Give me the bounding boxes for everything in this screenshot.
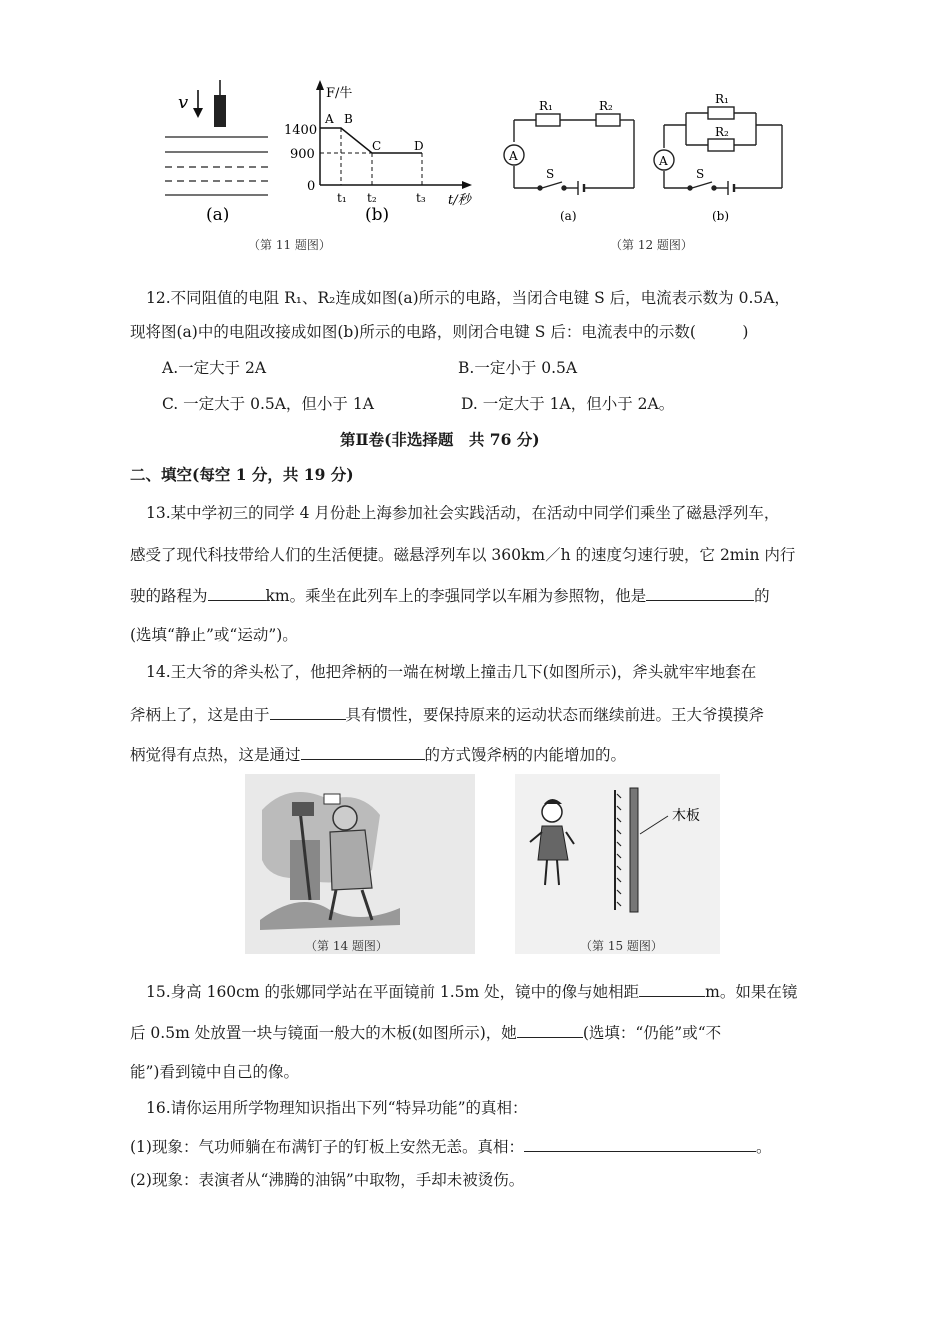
q13-line2: 感受了现代科技带给人们的生活便捷。磁悬浮列车以 360km／h 的速度匀速行驶，它 2min 内行 — [130, 546, 796, 564]
q13-line3: 驶的路程为 km。乘坐在此列车上的李强同学以车厢为参照物，他是 的 — [130, 584, 770, 607]
q13-line4: (选填“静止”或“运动”)。 — [130, 626, 298, 644]
svg-text:A: A — [325, 112, 334, 126]
q13-blank-state[interactable] — [646, 584, 754, 601]
q12-option-b: B.一定小于 0.5A — [458, 359, 578, 377]
fig12b-circuit — [654, 107, 782, 195]
svg-text:1400: 1400 — [284, 123, 318, 138]
q16-line1: 16.请你运用所学物理知识指出下列“特异功能”的真相： — [146, 1099, 528, 1117]
svg-text:D: D — [414, 139, 424, 153]
fig11a-diagram — [165, 80, 268, 225]
fig15-board-label: 木板 — [672, 808, 700, 824]
fig11a-label: (a) — [206, 205, 230, 225]
svg-text:R₂: R₂ — [715, 125, 729, 139]
svg-text:0: 0 — [307, 179, 316, 194]
q15-line1: 15.身高 160cm 的张娜同学站在平面镜前 1.5m 处，镜中的像与她相距 m。如果在镜 — [146, 980, 797, 1003]
svg-text:C: C — [372, 139, 382, 153]
q12-option-c: C. 一定大于 0.5A，但小于 1A — [162, 395, 374, 413]
q12-line2: 现将图(a)中的电阻改接成如图(b)所示的电路，则闭合电键 S 后：电流表中的示数( ) — [130, 323, 749, 341]
svg-text:R₂: R₂ — [599, 99, 613, 113]
svg-text:R₁: R₁ — [539, 99, 553, 113]
svg-text:(b): (b) — [712, 209, 730, 223]
q16-item1: (1)现象：气功师躺在布满钉子的钉板上安然无恙。真相： 。 — [130, 1135, 771, 1158]
fig14-illustration — [245, 774, 475, 954]
fig14-caption: （第 14 题图） — [305, 939, 388, 953]
fig11-caption: （第 11 题图） — [248, 238, 331, 252]
fig15-caption: （第 15 题图） — [580, 939, 663, 953]
svg-text:(a): (a) — [560, 209, 577, 223]
svg-text:F/牛: F/牛 — [326, 86, 353, 101]
section2-title: 第Ⅱ卷(非选择题 共 76 分) — [340, 430, 540, 449]
q13-blank-distance[interactable] — [208, 584, 266, 601]
q14-line1: 14.王大爷的斧头松了，他把斧柄的一端在树墩上撞击几下(如图所示)，斧头就牢牢地套在 — [146, 663, 757, 681]
q15-blank-distance[interactable] — [639, 980, 705, 997]
q16-blank-truth1[interactable] — [524, 1135, 756, 1152]
q15-line2: 后 0.5m 处放置一块与镜面一般大的木板(如图所示)，她 (选填：“仍能”或“不 — [130, 1021, 721, 1044]
q14-blank-method[interactable] — [301, 743, 425, 760]
q13-line1: 13.某中学初三的同学 4 月份赴上海参加社会实践活动，在活动中同学们乘坐了磁悬浮列车， — [146, 504, 780, 522]
svg-text:R₁: R₁ — [715, 92, 729, 106]
fig12a-circuit — [504, 114, 634, 195]
figures-q11-q12 — [0, 0, 950, 260]
fig15-illustration — [515, 774, 720, 954]
svg-text:t/秒: t/秒 — [448, 193, 471, 208]
svg-text:t₃: t₃ — [416, 191, 426, 205]
falling-object — [214, 95, 226, 127]
svg-text:t₁: t₁ — [337, 191, 347, 205]
svg-text:A: A — [509, 149, 518, 163]
q14-blank-inertia[interactable] — [270, 703, 346, 720]
q15-line3: 能”)看到镜中自己的像。 — [130, 1063, 299, 1081]
part2-heading: 二、填空(每空 1 分，共 19 分) — [130, 465, 354, 484]
svg-text:S: S — [696, 167, 705, 181]
svg-text:S: S — [546, 167, 555, 181]
q16-item2: (2)现象：表演者从“沸腾的油锅”中取物，手却未被烫伤。 — [130, 1171, 525, 1189]
q14-line3: 柄觉得有点热，这是通过 的方式馒斧柄的内能增加的。 — [130, 743, 626, 766]
svg-text:900: 900 — [290, 147, 315, 162]
svg-text:(b): (b) — [365, 205, 390, 225]
figures-q14-q15 — [0, 770, 950, 960]
fig11b-graph — [284, 80, 474, 225]
svg-text:t₂: t₂ — [367, 191, 377, 205]
fig11a-v-label: v — [178, 92, 189, 113]
q12-option-d: D. 一定大于 1A，但小于 2A。 — [461, 395, 675, 413]
fig12-caption: （第 12 题图） — [610, 238, 693, 252]
svg-text:B: B — [344, 112, 353, 126]
q12-line1: 12.不同阻值的电阻 R₁、R₂连成如图(a)所示的电路，当闭合电键 S 后，电流表示数为 0.5A， — [146, 289, 790, 307]
q14-line2: 斧柄上了，这是由于 具有惯性，要保持原来的运动状态而继续前进。王大爷摸摸斧 — [130, 703, 764, 726]
q12-option-a: A.一定大于 2A — [162, 359, 267, 377]
svg-text:A: A — [659, 154, 668, 168]
q15-blank-can-see[interactable] — [517, 1021, 583, 1038]
